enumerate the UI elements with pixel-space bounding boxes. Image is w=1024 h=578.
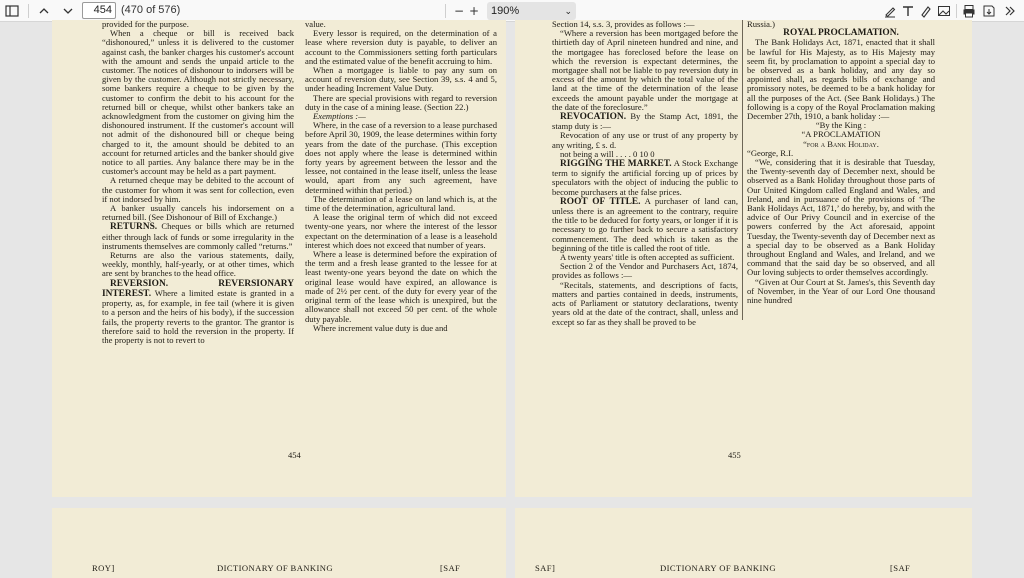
- text-paragraph: A twenty years' title is often accepted as sufficient.: [560, 252, 735, 263]
- subheading: Exemptions :—: [313, 111, 366, 122]
- page-number-input[interactable]: 454: [82, 2, 116, 19]
- draw-icon[interactable]: [883, 2, 897, 20]
- zoom-value: 190%: [491, 5, 520, 17]
- chevron-down-icon: ⌄: [564, 6, 572, 16]
- entry-heading: RETURNS.: [110, 222, 158, 233]
- page-454-column-2: [305, 20, 497, 333]
- entry-text: A Stock Exchange term to signify the artificial forcing up of prices by speculators with the object of inducing the public to become purchasers at the false prices.: [552, 158, 738, 197]
- image-icon[interactable]: [937, 2, 951, 20]
- text-paragraph: value.: [305, 19, 326, 29]
- page-number-label: 454: [288, 450, 301, 460]
- text-paragraph: A banker usually cancels his indorsement on a returned bill. (See Dishonour of Bill of Exchange.): [102, 203, 294, 223]
- entry-text: Where a limited estate is granted in a property, as, for example, in fee tail (where it is given to a person and the heirs of his body), if the succession fails, the property reverts to the grantor. The grantor is therefore said to hold the reversion in the property. If the property is not to revert to: [102, 287, 294, 345]
- page-456: [52, 508, 506, 578]
- text-paragraph: Where increment value duty is due and: [313, 322, 448, 333]
- proclamation-line: “A PROCLAMATION: [801, 129, 881, 140]
- text-paragraph: Returns are also the various statements, daily, weekly, monthly, half-yearly, or at other times, which are sent by branches to the head office.: [102, 250, 294, 279]
- text-tool-icon[interactable]: [901, 2, 915, 20]
- quote-paragraph: “We, considering that it is desirable that Tuesday, the Twenty-seventh day of December next, should be observed as a Bank Holiday throughout those parts of Our United Kingdom called England and Wales, and Ireland, and in pursuance of the provisions of ‘The Bank Holidays Act, 1871,’ do hereby, by, and with the advice of Our Privy Council and in exercise of the powers conferred by the Act aforesaid, appoint Tuesday, the Twenty-seventh day of December next as a special day to be observed as a Bank Holiday throughout England and Wales, and Ireland, and we command that the said day be so observed, and all Our loving subjects to order themselves accordingly.: [747, 157, 935, 278]
- print-icon[interactable]: [962, 2, 976, 20]
- column-divider: [742, 20, 743, 320]
- quote-paragraph: “Recitals, statements, and descriptions of facts, matters and parties contained in deeds, instruments, acts of Parliament or statutory declarations, twenty years old at the date of the contract, shall, unless and except so far as they shall be proved to be: [552, 279, 738, 327]
- page-454: [52, 20, 506, 497]
- save-icon[interactable]: [982, 2, 996, 20]
- text-paragraph: Russia.): [747, 19, 775, 29]
- text-paragraph: Section 2 of the Vendor and Purchasers Act, 1874, provides as follows :—: [552, 261, 738, 281]
- text-paragraph: The determination of a lease on land which is, at the time of the determination, agricultural land.: [305, 193, 497, 214]
- entry-paragraph: [552, 112, 738, 131]
- running-head-title: DICTIONARY OF BANKING: [217, 563, 333, 573]
- proclamation-line: “George, R.I.: [747, 147, 794, 158]
- page-454-column-1: [102, 20, 294, 345]
- text-paragraph: provided for the purpose.: [102, 19, 189, 29]
- highlight-icon[interactable]: [919, 2, 933, 20]
- sidebar-toggle-icon[interactable]: [4, 2, 20, 20]
- text-paragraph: When a mortgagee is liable to pay any sum on account of reversion duty, see Section 39, s.s. 4 and 5, under heading Increment Value Duty.: [305, 65, 497, 94]
- entry-paragraph: [102, 222, 294, 251]
- next-page-icon[interactable]: [60, 2, 76, 20]
- text-paragraph: Where, in the case of a reversion to a lease purchased before April 30, 1909, the lease determines within forty years from the date of the purchase. (This exception does not apply where the lease is determined within forty years by agreement between the lessor and the lessee, not contained in the lease itself, unless the lease would, apart from any such agreement, have determined within that period.): [305, 120, 497, 195]
- text-paragraph: Every lessor is required, on the determination of a lease where reversion duty is payable, to deliver an account to the Commissioners setting forth particulars and the estimated value of the benefit accruing to him.: [305, 28, 497, 66]
- entry-heading: RIGGING THE MARKET.: [560, 159, 672, 170]
- text-paragraph: Revocation of any use or trust of any property by any writing, £ s. d.: [552, 130, 738, 150]
- entry-heading: ROOT OF TITLE.: [560, 196, 641, 207]
- running-head-left: ROY]: [92, 563, 115, 573]
- document-viewer[interactable]: [0, 19, 1024, 573]
- entry-paragraph: [552, 197, 738, 253]
- text-paragraph: Where a lease is determined before the expiration of the term and a fresh lease granted to the lessee for at least twenty-one years beyond the date on which the original lease would have expired, an allowance is made of 2½ per cent. of the duty for every year of the original term of the lease which is unexpired, but the allowance shall not exceed 50 per cent. of the whole duty payable.: [305, 249, 497, 324]
- text-paragraph: A returned cheque may be debited to the account of the customer for whom it was sent for collection, even if not indorsed by him.: [102, 175, 294, 204]
- zoom-in-button[interactable]: +: [468, 4, 480, 18]
- running-head-right: [SAF: [890, 563, 911, 573]
- entry-text: A purchaser of land can, unless there is an agreement to the contrary, require the title to be deduced for forty years, or longer if it is necessary to go further back to secure a satisfactory commencement. The deed which is taken as the beginning of the title is called the root of title.: [552, 195, 738, 253]
- zoom-select[interactable]: [487, 2, 576, 20]
- text-paragraph: When a cheque or bill is received back “dishonoured,” unless it is delivered to the customer against cash, the banker charges his customer's account with the amount and sends the unpaid article to the customer. The notices of dishonour to indorsers will be given by the customer. Although not strictly necessary, some bankers require a cheque to be given by the customer to confirm the debit to his account for the returned bill or cheque, whilst other bankers take an acknowledgment from the customer on giving him the dishonoured instrument. If the customer's account will not admit of the dishonoured bill or cheque being charged to it, the amount should be debited to an account for returned articles and the banker should give notice to all parties. Any balance there may be in the customer's account may be held as a part payment.: [102, 28, 294, 177]
- entry-text: Cheques or bills which are returned either through lack of funds or some irregularity in the instruments themselves are commonly called “returns.”: [102, 221, 294, 251]
- text-paragraph: There are special provisions with regard to reversion duty in the case of a mining lease. (Section 22.): [305, 92, 497, 112]
- entry-heading: REVERSION. REVERSIONARY INTEREST.: [102, 278, 294, 299]
- text-paragraph: A lease the original term of which did not exceed twenty-one years, nor where the interest of the lessor expectant on the determination of a lease is a leasehold interest which does not exceed that number of years.: [305, 212, 497, 250]
- text-paragraph: not being a will . . . . 0 10 0: [560, 148, 655, 159]
- entry-paragraph: [102, 279, 294, 345]
- proclamation-line: “for a Bank Holiday.: [803, 138, 879, 149]
- quote-paragraph: “Given at Our Court at St. James's, this Seventh day of November, in the Year of our Lord One thousand nine hundred: [747, 276, 935, 306]
- more-tools-icon[interactable]: [1003, 2, 1017, 20]
- entry-paragraph: [552, 159, 738, 197]
- page-455-column-1: [552, 20, 738, 327]
- running-head-right: [SAF: [440, 563, 461, 573]
- text-paragraph: The Bank Holidays Act, 1871, enacted that it shall be lawful for His Majesty, as to His Majesty may seem fit, by proclamation to appoint a special day to be observed as a bank holiday, and any day so appointed shall, as regards bills of exchange and promissory notes, be deemed to be a bank holiday for all the purposes of the Act. (See Bank Holidays.) The following is a copy of the Royal Proclamation making December 27th, 1910, a bank holiday :—: [747, 37, 935, 122]
- page-count-label: (470 of 576): [121, 4, 181, 16]
- text-paragraph: Section 14, s.s. 3, provides as follows :—: [552, 19, 695, 29]
- quote-paragraph: “Where a reversion has been mortgaged before the thirtieth day of April nineteen hundred and nine, and the mortgagee has foreclosed before the lease on which the reversion is expectant determines, the mortgagee shall not be liable to pay reversion duty in excess of the amount by which the total value of the land at the time of the determination of the lease exceeds the amount payable under the mortgage at the date of the foreclosure.”: [552, 28, 738, 112]
- page-457: [515, 508, 972, 578]
- proclamation-line: “By the King :: [815, 120, 867, 131]
- previous-page-icon[interactable]: [36, 2, 52, 20]
- entry-heading: ROYAL PROCLAMATION.: [783, 28, 899, 39]
- page-455: [515, 20, 972, 497]
- page-number-label: 455: [728, 450, 741, 460]
- running-head-left: SAF]: [535, 563, 556, 573]
- entry-text: By the Stamp Act, 1891, the stamp duty is :—: [552, 111, 738, 132]
- running-head-title: DICTIONARY OF BANKING: [660, 563, 776, 573]
- page-455-column-2: [747, 20, 935, 305]
- entry-heading: REVOCATION.: [560, 112, 627, 123]
- zoom-out-button[interactable]: −: [453, 4, 465, 18]
